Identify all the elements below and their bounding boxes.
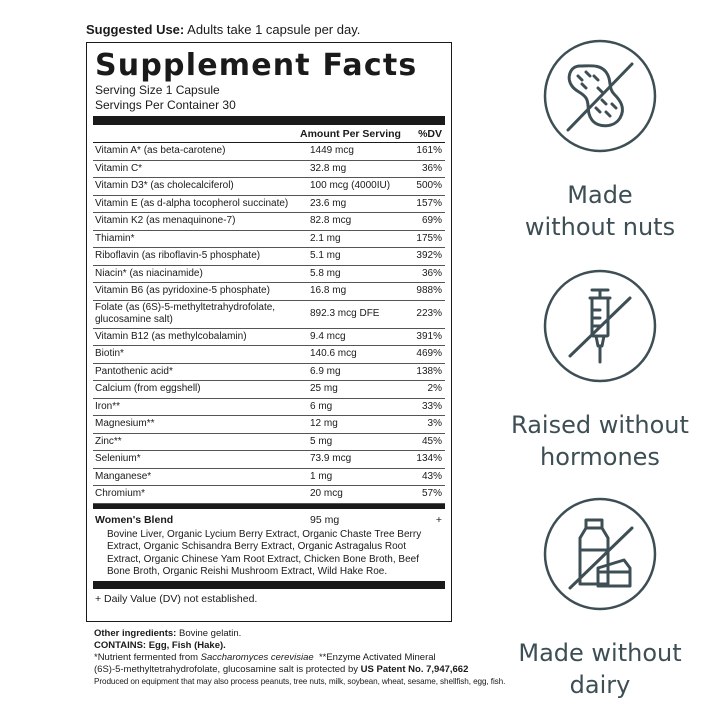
suggested-use bbox=[86, 22, 466, 38]
table-row bbox=[93, 434, 445, 452]
nutrient-amount: 140.6 mcg bbox=[310, 348, 357, 360]
nutrient-dv: 988% bbox=[416, 285, 442, 297]
suggested-use-label: Suggested Use: bbox=[86, 22, 185, 37]
table-row bbox=[93, 329, 445, 347]
other-ingredients bbox=[94, 628, 474, 640]
table-row bbox=[93, 178, 445, 196]
nutrient-amount: 16.8 mg bbox=[310, 285, 347, 297]
nutrient-dv: 33% bbox=[421, 400, 442, 412]
serving-size: Serving Size 1 Capsule bbox=[95, 83, 220, 97]
nutrient-name: Pantothenic acid* bbox=[95, 365, 173, 377]
nutrient-amount: 100 mcg (4000IU) bbox=[310, 180, 391, 192]
nutrient-dv: 392% bbox=[416, 250, 442, 262]
nutrient-dv: 134% bbox=[416, 453, 442, 465]
nutrient-amount: 1449 mcg bbox=[310, 145, 354, 157]
nutrient-amount: 20 mcg bbox=[310, 488, 343, 500]
feature-dairy-free-label: Made without dairy bbox=[518, 639, 682, 699]
nutrient-amount: 1 mg bbox=[310, 470, 333, 482]
nut-free-icon bbox=[542, 38, 658, 154]
nutrient-amount: 73.9 mcg bbox=[310, 453, 352, 465]
nutrient-amount: 32.8 mg bbox=[310, 162, 347, 174]
blend-amount: 95 mg bbox=[310, 514, 340, 526]
table-row bbox=[93, 143, 445, 161]
nutrient-amount: 892.3 mcg DFE bbox=[310, 308, 380, 319]
nutrient-name: Vitamin E (as d-alpha tocopherol succinate) bbox=[95, 197, 289, 209]
nutrient-amount: 9.4 mcg bbox=[310, 330, 346, 342]
nutrient-amount: 2.1 mg bbox=[310, 232, 341, 244]
facts-header-row bbox=[93, 125, 445, 143]
table-row bbox=[93, 283, 445, 301]
table-row bbox=[93, 399, 445, 417]
nutrient-name: Magnesium** bbox=[95, 418, 155, 430]
nutrient-dv: 157% bbox=[416, 197, 442, 209]
table-row bbox=[93, 346, 445, 364]
divider-mid bbox=[93, 504, 445, 509]
table-row bbox=[93, 364, 445, 382]
blend-row bbox=[93, 512, 445, 529]
nutrient-name: Vitamin A* (as beta-carotene) bbox=[95, 145, 226, 157]
table-row bbox=[93, 486, 445, 504]
nutrient-name: Biotin* bbox=[95, 348, 124, 360]
servings-per-container: Servings Per Container 30 bbox=[95, 98, 236, 112]
divider-thick bbox=[93, 116, 445, 125]
table-row bbox=[93, 451, 445, 469]
nutrient-note: *Nutrient fermented from Saccharomyces cerevisiae **Enzyme Activated Mineral bbox=[94, 652, 436, 663]
nutrient-name: Calcium (from eggshell) bbox=[95, 383, 201, 395]
table-row bbox=[93, 231, 445, 249]
table-row bbox=[93, 416, 445, 434]
suggested-use-text: Adults take 1 capsule per day. bbox=[187, 22, 361, 37]
nutrient-name: Riboflavin (as riboflavin-5 phosphate) bbox=[95, 250, 261, 262]
nutrient-name: Selenium* bbox=[95, 453, 141, 465]
nutrient-dv: 43% bbox=[421, 470, 442, 482]
other-ingredients-label: Other ingredients: bbox=[94, 628, 177, 639]
nutrient-amount: 5.1 mg bbox=[310, 250, 341, 262]
nutrient-dv: 391% bbox=[416, 330, 442, 342]
table-row bbox=[93, 266, 445, 284]
nutrient-amount: 23.6 mg bbox=[310, 197, 347, 209]
nutrient-name: Zinc** bbox=[95, 435, 122, 447]
table-row bbox=[93, 469, 445, 487]
nutrient-dv: 469% bbox=[416, 348, 442, 360]
blend-ingredients: Bovine Liver, Organic Lycium Berry Extract, Organic Chaste Tree Berry Extract, Organic Schisandra Berry Extract, Organic Astragalus Root Extract, Organic Chinese Yam Root Extract, Chicken Bone Broth, Beef Bone Broth, Organic Reishi Mushroom Extract, Wild Hake Roe. bbox=[107, 528, 422, 577]
nutrient-name: Vitamin K2 (as menaquinone-7) bbox=[95, 215, 236, 227]
feature-nut-free bbox=[505, 38, 695, 243]
nutrient-dv: 500% bbox=[416, 180, 442, 192]
feature-dairy-free bbox=[505, 496, 695, 701]
dairy-free-icon bbox=[542, 496, 658, 612]
nutrient-name: Manganese* bbox=[95, 470, 152, 482]
nutrient-dv: 138% bbox=[416, 365, 442, 377]
nutrient-name: Chromium* bbox=[95, 488, 146, 500]
nutrient-amount: 5.8 mg bbox=[310, 267, 341, 279]
table-row bbox=[93, 161, 445, 179]
nutrient-dv: 3% bbox=[427, 418, 442, 430]
header-amount: Amount Per Serving bbox=[300, 127, 401, 140]
nutrient-dv: 2% bbox=[427, 383, 442, 395]
dv-note: + Daily Value (DV) not established. bbox=[95, 592, 258, 605]
nutrient-dv: 57% bbox=[421, 488, 442, 500]
nutrient-amount: 5 mg bbox=[310, 435, 333, 447]
table-row bbox=[93, 301, 445, 329]
table-row bbox=[93, 248, 445, 266]
nutrient-dv: 45% bbox=[421, 435, 442, 447]
allergen-note: Produced on equipment that may also process peanuts, tree nuts, milk, soybean, wheat, sesame, shellfish, egg, fish. bbox=[94, 677, 506, 686]
nutrient-amount: 25 mg bbox=[310, 383, 338, 395]
feature-hormone-free bbox=[505, 268, 695, 473]
nutrient-name: Vitamin C* bbox=[95, 162, 143, 174]
nutrient-dv: 161% bbox=[416, 145, 442, 157]
nutrient-name: Folate (as (6S)-5-methyltetrahydrofolate, glucosamine salt) bbox=[95, 302, 276, 325]
other-ingredients-text: Bovine gelatin. bbox=[178, 628, 242, 639]
feature-hormone-free-label: Raised without hormones bbox=[511, 411, 689, 471]
nutrient-dv: 36% bbox=[421, 162, 442, 174]
nutrient-name: Iron** bbox=[95, 400, 121, 412]
nutrient-name: Vitamin B6 (as pyridoxine-5 phosphate) bbox=[95, 285, 270, 297]
nutrient-dv: 36% bbox=[421, 267, 442, 279]
feature-nut-free-label: Made without nuts bbox=[524, 181, 676, 241]
blend-name: Women's Blend bbox=[95, 514, 174, 526]
table-row bbox=[93, 381, 445, 399]
nutrient-name: Thiamin* bbox=[95, 232, 135, 244]
nutrient-rows bbox=[93, 143, 445, 504]
blend-dv: + bbox=[435, 514, 442, 526]
hormone-free-icon bbox=[542, 268, 658, 384]
divider-bottom bbox=[93, 581, 445, 589]
nutrient-amount: 6 mg bbox=[310, 400, 333, 412]
nutrient-dv: 69% bbox=[421, 215, 442, 227]
nutrient-dv: 223% bbox=[416, 308, 442, 319]
contains-statement: CONTAINS: Egg, Fish (Hake). bbox=[94, 640, 226, 651]
nutrient-amount: 6.9 mg bbox=[310, 365, 341, 377]
nutrient-name: Vitamin B12 (as methylcobalamin) bbox=[95, 330, 247, 342]
facts-title: Supplement Facts bbox=[95, 48, 418, 83]
nutrient-amount: 12 mg bbox=[310, 418, 338, 430]
nutrient-name: Niacin* (as niacinamide) bbox=[95, 267, 203, 279]
nutrient-name: Vitamin D3* (as cholecalciferol) bbox=[95, 180, 234, 192]
nutrient-amount: 82.8 mcg bbox=[310, 215, 352, 227]
header-dv: %DV bbox=[418, 127, 442, 140]
label-notes bbox=[94, 628, 506, 688]
supplement-facts-panel bbox=[86, 42, 452, 622]
nutrient-dv: 175% bbox=[416, 232, 442, 244]
patent-note: (6S)-5-methyltetrahydrofolate, glucosamine salt is protected by US Patent No. 7,947,662 bbox=[94, 664, 469, 675]
table-row bbox=[93, 213, 445, 231]
table-row bbox=[93, 196, 445, 214]
